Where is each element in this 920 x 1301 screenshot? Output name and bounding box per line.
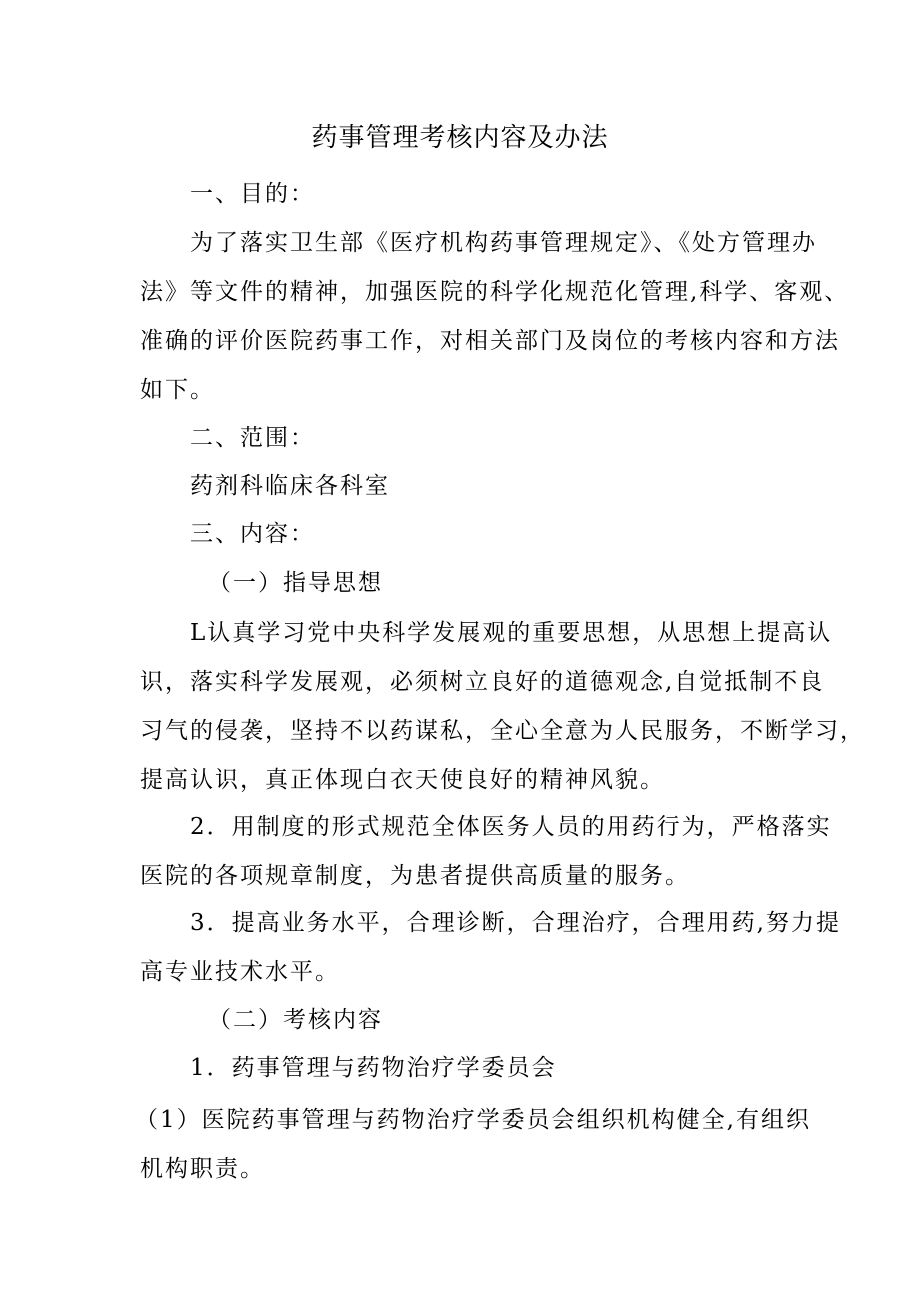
paragraph-line: 3．提高业务水平，合理诊断，合理治疗，合理用药,努力提 [190, 910, 841, 936]
paragraph-line: L认真学习党中央科学发展观的重要思想，从思想上提高认 [190, 620, 833, 646]
scope-text: 药剂科临床各科室 [190, 473, 390, 499]
paragraph-line: 准确的评价医院药事工作，对相关部门及岗位的考核内容和方法 [140, 328, 840, 354]
guiding-item-1 [140, 609, 865, 805]
paragraph-line: 高专业技术水平。 [140, 959, 340, 985]
paragraph-line: 识，落实科学发展观，必须树立良好的道德观念,自觉抵制不良 [140, 669, 825, 695]
paragraph-line: 如下。 [140, 377, 215, 403]
subsection-heading-guiding-ideology: （一）指导思想 [208, 570, 383, 596]
document-title: 药事管理考核内容及办法 [311, 123, 609, 153]
assessment-item-1: 1．药事管理与药物治疗学委员会 [190, 1055, 557, 1081]
paragraph-line: 习气的侵袭，坚持不以药谋私，全心全意为人民服务，不断学习， [140, 718, 865, 744]
subsection-heading-assessment-content: （二）考核内容 [208, 1007, 383, 1033]
paragraph-line: 机构职责。 [140, 1156, 265, 1182]
section-heading-purpose: 一、目的： [190, 181, 315, 207]
paragraph-line: 2．用制度的形式规范全体医务人员的用药行为，严格落实 [190, 814, 832, 840]
paragraph-line: 法》等文件的精神，加强医院的科学化规范化管理,科学、客观、 [140, 279, 850, 305]
guiding-item-3 [140, 899, 841, 997]
section-heading-content: 三、内容： [190, 521, 315, 547]
guiding-item-2 [140, 803, 832, 901]
paragraph-line: 提高认识，真正体现白衣天使良好的精神风貌。 [140, 767, 665, 793]
paragraph-line: （1）医院药事管理与药物治疗学委员会组织机构健全,有组织 [135, 1107, 811, 1133]
paragraph-line: 医院的各项规章制度，为患者提供高质量的服务。 [140, 863, 690, 889]
section-heading-scope: 二、范围： [190, 425, 315, 451]
assessment-item-1-1 [135, 1096, 811, 1194]
paragraph-line: 为了落实卫生部《医疗机构药事管理规定》、《处方管理办 [190, 230, 817, 256]
purpose-paragraph [140, 219, 850, 415]
